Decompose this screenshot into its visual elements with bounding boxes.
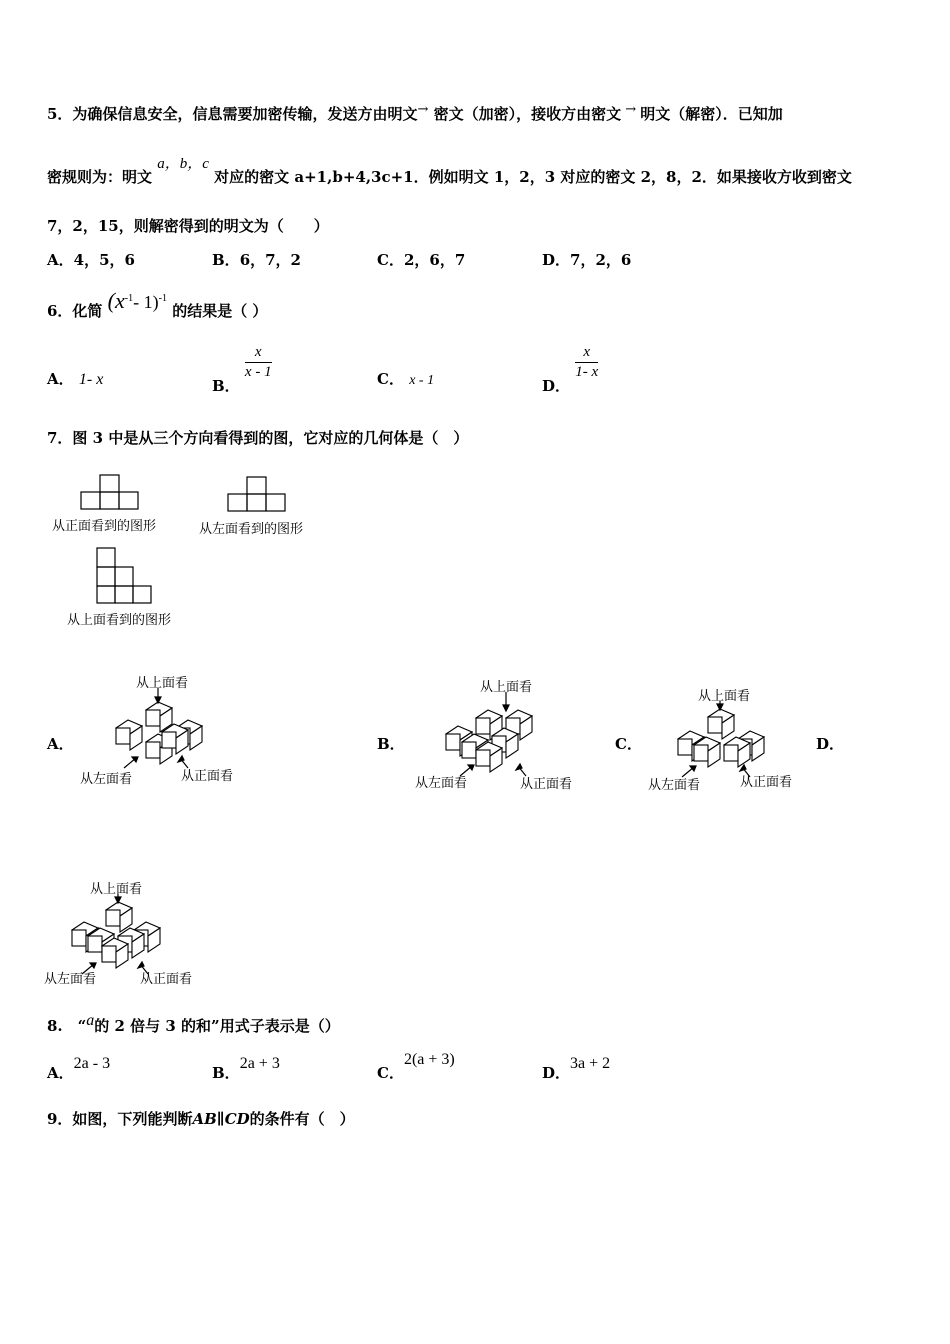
q7-a-left-label: 从左面看	[80, 772, 133, 787]
q6-option-c[interactable]: C． x - 1	[377, 370, 435, 388]
q7-c-solid	[672, 701, 777, 781]
q7-d-front-label: 从正面看	[140, 972, 193, 987]
q7-a-front-label: 从正面看	[181, 769, 234, 784]
q7-d-left-label: 从左面看	[44, 972, 97, 987]
q7-b-front-label: 从正面看	[520, 777, 573, 792]
q7-a-solid	[110, 688, 220, 772]
q8-stem: 8. “a的 2 倍与 3 的和”用式子表示是（）	[47, 1012, 340, 1035]
q6-option-b[interactable]: B． $\frac{x}{x - 1}$	[212, 344, 272, 395]
left-view-label: 从左面看到的图形	[199, 522, 304, 537]
left-view-figure	[225, 474, 287, 514]
q7-option-b[interactable]: B．	[377, 735, 405, 753]
q6-expression: ($x^{-1}-$ 1)$^{-1}$	[107, 288, 167, 313]
q5-option-b[interactable]: B．6，7，2	[212, 251, 301, 269]
q7-option-a[interactable]: A．	[47, 735, 74, 753]
top-view-label: 从上面看到的图形	[67, 613, 172, 628]
q7-d-top-label: 从上面看	[90, 882, 143, 897]
q8-option-d[interactable]: D．3a + 2	[542, 1055, 611, 1082]
q6-option-a[interactable]: A． 1- x	[47, 370, 104, 388]
front-view-label: 从正面看到的图形	[52, 519, 157, 534]
q8-option-b[interactable]: B．2a + 3	[212, 1055, 280, 1082]
q7-b-top-label: 从上面看	[480, 680, 533, 695]
q7-option-d[interactable]: D．	[816, 735, 845, 753]
q5-option-c[interactable]: C．2，6，7	[377, 251, 466, 269]
q7-a-top-label: 从上面看	[136, 676, 189, 691]
q6-stem: 6．化简 ($x^{-1}-$ 1)$^{-1}$ 的结果是（ ）	[47, 288, 268, 320]
q7-c-front-label: 从正面看	[740, 775, 793, 790]
q5-option-d[interactable]: D．7，2，6	[542, 251, 632, 269]
q8-option-a[interactable]: A．2a - 3	[47, 1055, 111, 1082]
q7-stem: 7．图 3 中是从三个方向看得到的图，它对应的几何体是（ ）	[47, 429, 469, 447]
q5-line3: 7，2，15，则解密得到的明文为（ ）	[47, 217, 329, 235]
q7-b-left-label: 从左面看	[415, 776, 468, 791]
q7-d-solid	[62, 894, 172, 978]
q7-b-solid	[440, 692, 545, 782]
q5-option-a[interactable]: A．4，5，6	[47, 251, 135, 269]
front-view-figure	[78, 472, 140, 512]
q5-line1: 5．为确保信息安全，信息需要加密传输，发送方由明文→ 密文（加密），接收方由密文 → 明文（解密）．已知加	[47, 102, 783, 123]
q7-c-left-label: 从左面看	[648, 778, 701, 793]
top-view-figure	[95, 546, 155, 606]
q8-option-c[interactable]: C．2(a + 3)	[377, 1051, 455, 1082]
q5-vars: a，b，c	[157, 156, 209, 172]
q6-option-d[interactable]: D． $\frac{x}{1- x}$	[542, 344, 599, 395]
q9-stem: 9．如图，下列能判断AB∥CD的条件有（ ）	[47, 1110, 355, 1128]
q7-option-c[interactable]: C．	[615, 735, 642, 753]
q5-line2: 密规则为：明文 a，b，c 对应的密文 a+1,b+4,3c+1．例如明文 1，2，3 对应的密文 2，8，2．如果接收方收到密文	[47, 156, 852, 186]
q7-c-top-label: 从上面看	[698, 689, 751, 704]
